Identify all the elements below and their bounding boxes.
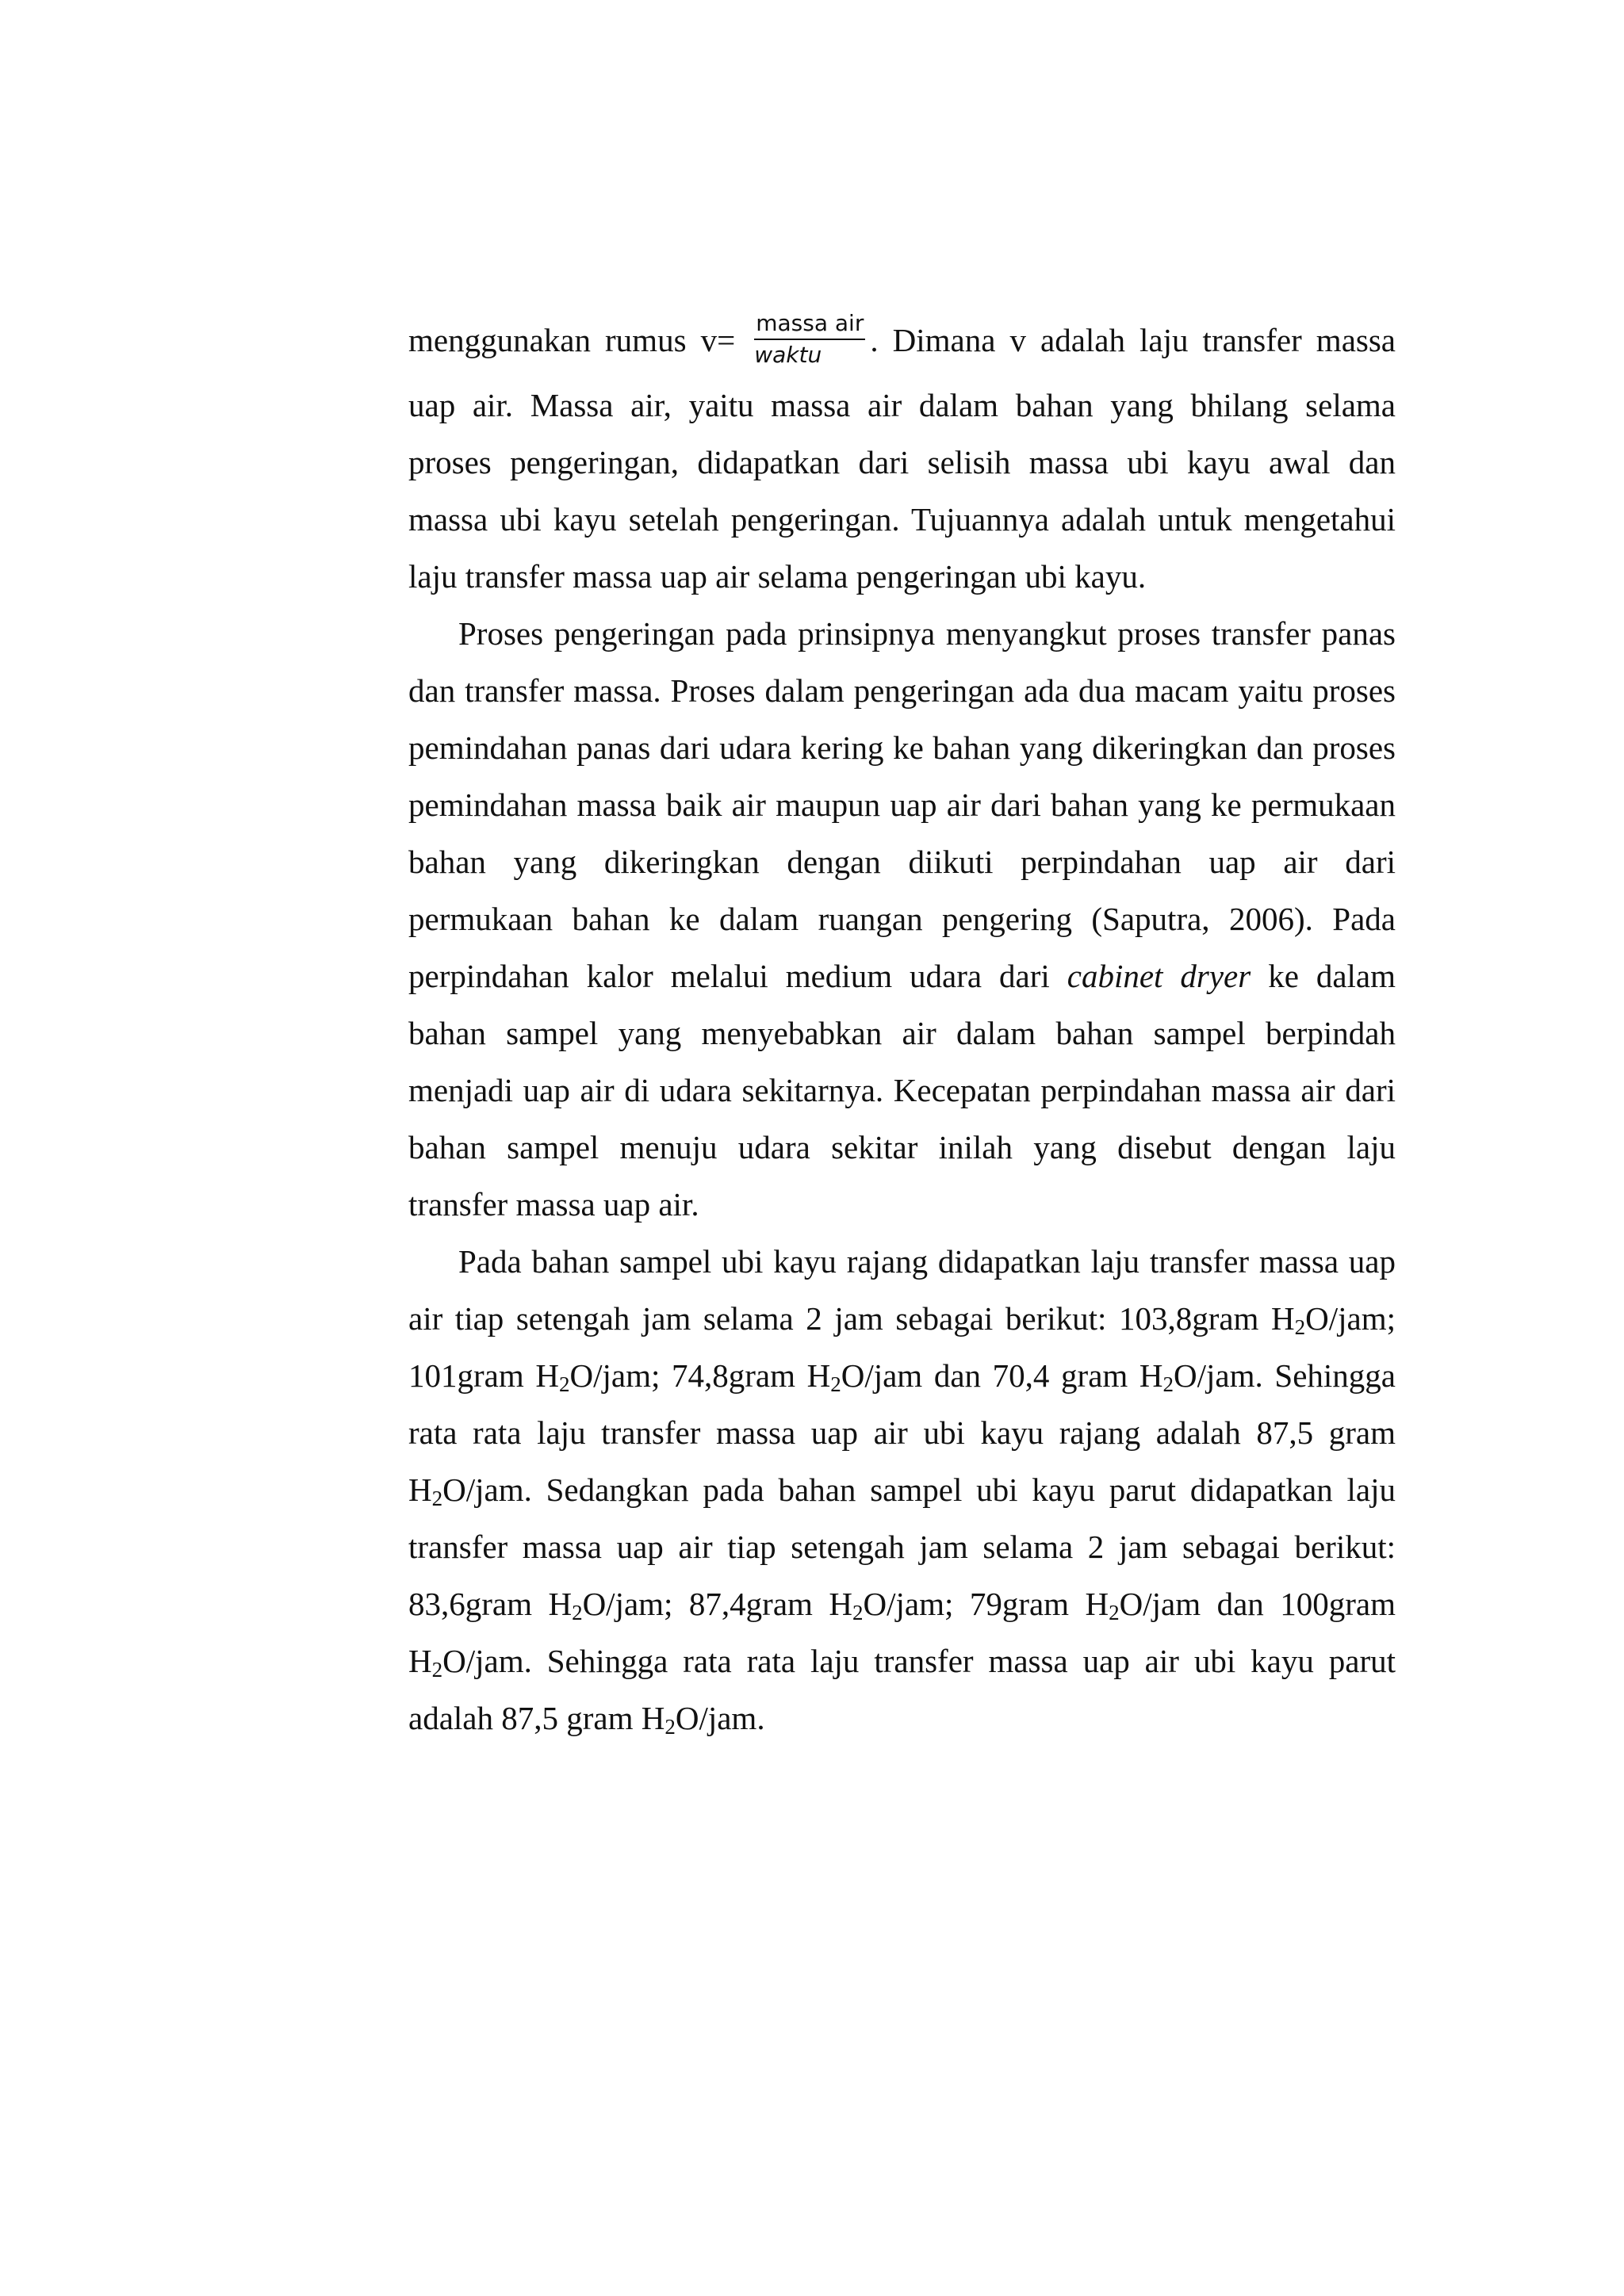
paragraph-1-line-5: laju transfer massa uap air selama pengeringan ubi kayu. bbox=[408, 558, 1147, 595]
paragraph-3-line-9: adalah 87,5 gram $H_2O$/jam. bbox=[408, 1700, 765, 1739]
paragraph-2-line-11: transfer massa uap air. bbox=[408, 1186, 699, 1223]
paragraph-2-line-2: dan transfer massa. Proses dalam pengeringan ada dua macam yaitu proses bbox=[408, 672, 1396, 709]
paragraph-3-line-4: rata rata laju transfer massa uap air ubi kayu rajang adalah 87,5 gram bbox=[408, 1414, 1396, 1451]
paragraph-2-line-5: bahan yang dikeringkan dengan diikuti perpindahan uap air dari bbox=[408, 844, 1396, 880]
paragraph-3-line-1: Pada bahan sampel ubi kayu rajang didapatkan laju transfer massa uap bbox=[458, 1243, 1396, 1280]
paragraph-2-line-9: menjadi uap air di udara sekitarnya. Kecepatan perpindahan massa air dari bbox=[408, 1072, 1396, 1108]
formula-denominator: waktu bbox=[754, 341, 822, 368]
paragraph-3-line-8: $H_2O$/jam. Sehingga rata rata laju transfer massa uap air ubi kayu parut bbox=[408, 1643, 1396, 1682]
paragraph-3-line-6: transfer massa uap air tiap setengah jam selama 2 jam sebagai berikut: bbox=[408, 1529, 1396, 1565]
paragraph-3-line-3: 101gram $H_2O$/jam; 74,8gram $H_2O$/jam dan 70,4 gram $H_2O$/jam. Sehingga bbox=[408, 1357, 1396, 1396]
paragraph-2-line-3: pemindahan panas dari udara kering ke bahan yang dikeringkan dan proses bbox=[408, 729, 1396, 766]
formula-numerator: massa air bbox=[754, 310, 865, 340]
paragraph-3-line-5: $H_2O$/jam. Sedangkan pada bahan sampel ubi kayu parut didapatkan laju bbox=[408, 1471, 1396, 1510]
paragraph-2-line-7: perpindahan kalor melalui medium udara dari cabinet dryer ke dalam bbox=[408, 958, 1396, 994]
paragraph-2-line-6: permukaan bahan ke dalam ruangan pengering (Saputra, 2006). Pada bbox=[408, 901, 1396, 937]
paragraph-2-line-8: bahan sampel yang menyebabkan air dalam bahan sampel berpindah bbox=[408, 1015, 1396, 1051]
paragraph-1-line-1: menggunakan rumus v= $\frac{\text{massa air}}{\text{waktu}}$ . Dimana v adalah laju transfer massa bbox=[408, 309, 1396, 368]
paragraph-1-line-2: uap air. Massa air, yaitu massa air dalam bahan yang bhilang selama bbox=[408, 387, 1396, 423]
paragraph-3-line-7: 83,6gram $H_2O$/jam; 87,4gram $H_2O$/jam; 79gram $H_2O$/jam dan 100gram bbox=[408, 1586, 1396, 1624]
paragraph-1-line-3: proses pengeringan, didapatkan dari selisih massa ubi kayu awal dan bbox=[408, 444, 1396, 480]
paragraph-3-line-2: air tiap setengah jam selama 2 jam sebagai berikut: 103,8gram $H_2O$/jam; bbox=[408, 1300, 1396, 1339]
paragraph-2-line-1: Proses pengeringan pada prinsipnya menyangkut proses transfer panas bbox=[458, 615, 1396, 652]
paragraph-1-line-4: massa ubi kayu setelah pengeringan. Tujuannya adalah untuk mengetahui bbox=[408, 501, 1396, 538]
paragraph-2-line-4: pemindahan massa baik air maupun uap air dari bahan yang ke permukaan bbox=[408, 786, 1396, 823]
italic-term: cabinet dryer bbox=[1067, 958, 1251, 994]
formula-fraction bbox=[754, 310, 865, 369]
paragraph-2-line-10: bahan sampel menuju udara sekitar inilah yang disebut dengan laju bbox=[408, 1129, 1396, 1165]
